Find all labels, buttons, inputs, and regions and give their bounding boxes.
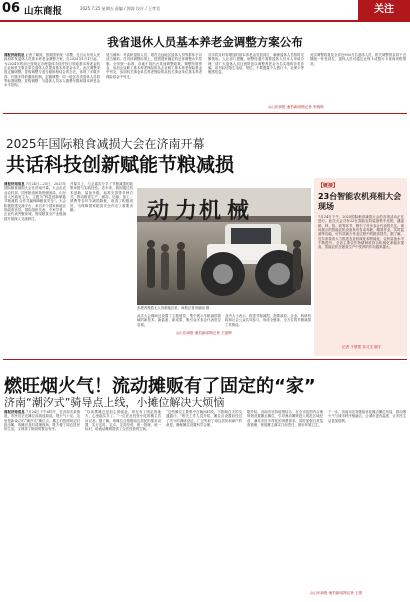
sidebar-credit: 记者 于蒙蒙 实习生 谢宇 [342,345,382,349]
story1-column-2: 适当倾斜：对高龄退休人员、艰苦边远地区退休人员等群体予以适当倾斜。在具体调整标准上，按照国家确定的总体调整水平控制，全省统一标准，各地不再出台其他调整政策。调整所需资金，参加企业职工基本养老保险的从企业职工基本养老保险基金中列支，参加机关事业单位养老保险的从机关事业单位基本养老保险基金中列支。 [106,53,202,79]
page-number: 06 [2,1,21,16]
photo-caption: 参观者观看无人驾驶拖拉机。商报记者刘丽丽 摄 [137,306,210,310]
story3-credit: ◎山东商报·速豹新闻网记者 王婧 [310,591,363,595]
story2-byline: 商报济南消息 [4,182,25,186]
story1-column-3: 各市将及时将增加的基本养老金发放到位，确保退休人员按时足额领取。人社部门提醒，调整待遇不需要退休人员本人申请办理，请广大退休人员注意防范以调整养老金为名实施的各类诈骗，切勿轻信陌生电话、短信，不要透露个人银行卡、社保卡等敏感信息。 [208,53,304,75]
story3-column-3: “这些摊位主要集中在晚间时段，不影响白天的交通通行。”相关工作人员介绍，摊位点设置前经过了充分的调研论证，广泛听取了周边居民和商户的意见，确保摊位设置科学合理。 [166,410,242,428]
story3-column-5: 下一步，济南市还将继续优化摊点摊位布局，推动烟火气与城市秩序相融合，让城市更有温度，让市民生活更加便利。 [328,410,406,423]
newspaper-name: 山东商报 [24,6,63,17]
story1-col1-text: 记者了解到，按照国家统一部署，近日山东省人民政府印发退休人员基本养老金调整方案，自2025年1月1日起，为2024年底前已按规定办理退休手续并按月领取基本养老金的企业和机关事业单位退休人员提高基本养老金水平。此次调整采取定额调整、挂钩调整与适当倾斜相结合的办法，体现了多缴多得、长缴多得的激励机制。定额调整：同一地区各类退休人员同等标准调整。挂钩调整：与退休人员本人缴费年限和基本养老金水平挂钩。 [4,53,100,88]
section-tag: 关注 [358,0,410,20]
story2-column-4: 此次大会期间还设置了主题展览，集中展示节粮减损领域的新技术、新装备、新成果，吸引众多参会代表驻足参观。 [137,314,221,327]
story3-headline: 燃旺烟火气！流动摊贩有了固定的“家” [4,376,316,397]
story2-headline: 共话科技创新赋能节粮减损 [6,154,235,176]
tractor-photo [137,188,311,305]
story3-byline: 商报济南消息 [4,410,25,414]
sidebar-body: 7月24日下午，2025国际粮食减损大会的各项活动正在进行。此次大会共有23台智能农机装备集中亮相，涵盖耕、种、管、收等环节，吸引了许多参会代表的关注。现场展示的智能农机设备具有自动驾驶、精准作业、实时监测等功能，可有效减少作业过程中的粮食损失。据了解，近年来我省大力推进农业机械化和智能化，农机装备水平不断提升，全省主要农作物耕种收综合机械化率稳步提高，智能农机在粮食生产中发挥的作用越来越大。 [318,215,404,250]
story3-subhead: 济南“潮汐式”骑导点上线，小摊位解决大烦恼 [4,396,225,409]
masthead [0,0,410,20]
story3-column-4: 据介绍，济南市坚持疏堵结合，在全市范围内合理规划设置摊点摊位，引导流动摊贩进入规范区域经营，满足市民多样化的消费需求。同时加强日常巡查管理，督促摊主落实门前责任，做好环境卫生。 [247,410,323,428]
story3-col1-text: 7月24日下午6时许，在济南市某街道，市民们正在摊位前挑选商品，烟火气十足。这里是新设立的“潮汐式”摊位点，摊主们按照规定时段出摊，收摊后及时清理现场，既方便了周边居民的生活，又保持了街面的整洁有序。 [4,410,80,432]
photo-word-2: 力 [175,199,198,224]
header-rule [0,20,410,22]
story1-column-1 [4,53,100,109]
photo-word-1: 动 [147,199,170,224]
section-rule-1 [3,113,407,114]
story1-headline: 我省退休人员基本养老金调整方案公布 [107,35,303,49]
story1-credit: ◎山东商报·速豹新闻网记者 李瑞琪 [268,105,324,109]
story2-credit: ◎山东商报·速豹新闻网记者 王丽辉 [176,331,232,335]
story2-col1-text: 7月24日—25日，2025年国际粮食减损大会在济南开幕。大会由农业农村部、国家粮食和物资储备局、山东省人民政府主办，主题为“科技创新赋能节粮减损 合作共赢保障粮食安全”。大会积极搭建交流平台，来自多个国家和地区的政府官员、国际组织代表、专家学者、企业代表齐聚泉城，围绕粮食全产业链减损开展深入交流研讨。 [4,182,66,221]
story2-column-2: 开幕式上，与会嘉宾分享了节粮减损的政策举措与实践经验。近年来，我国通过技术创新、装备升级、标准完善等多种方式，推动粮食生产、储存、运输、加工、消费等各环节减损降耗，取得了积极成效，为保障国家粮食安全作出了重要贡献。 [70,182,133,213]
story2-kicker: 2025年国际粮食减损大会在济南开幕 [6,137,205,151]
sidebar-tag: 【链接】 [318,183,339,189]
story2-column-1 [4,182,66,358]
sidebar-box [314,178,407,356]
photo-word-3: 机 [199,199,222,224]
photo-word-4: 械 [227,199,250,224]
section-rule-2 [3,359,407,360]
issue-info: 2025.7.25 星期五 责编 / 郭涛 设计 / 王孝君 [80,6,160,11]
sidebar-title: 23台智能农机亮相大会现场 [318,192,402,211]
story2-column-3 [137,182,311,187]
story3-column-1 [4,410,80,590]
story1-column-4: 此次调整将惠及全省近900万名退休人员，相关调整资金将于近期统一补发到位，退休人员可通过社保卡或银行卡查询到账情况。 [310,53,406,66]
story1-byline: 商报济南消息 [4,53,25,57]
story2-column-5: 业内人士表示，推进节粮减损，需要政府、企业、科研机构和社会公众共同参与，形成全链条、全方位的节粮减损工作格局。 [225,314,311,327]
story3-column-2: “以前摆摊总是担心被驱赶，现在有了固定的地方，心里踏实多了。”一位在此经营小吃的摊主告诉记者。据了解，该摊位点根据周边居民的需求设置，实行定时、定点、定类经营，统一管理、统一标识，给流动摊贩提供了合法经营的空间。 [85,410,161,432]
